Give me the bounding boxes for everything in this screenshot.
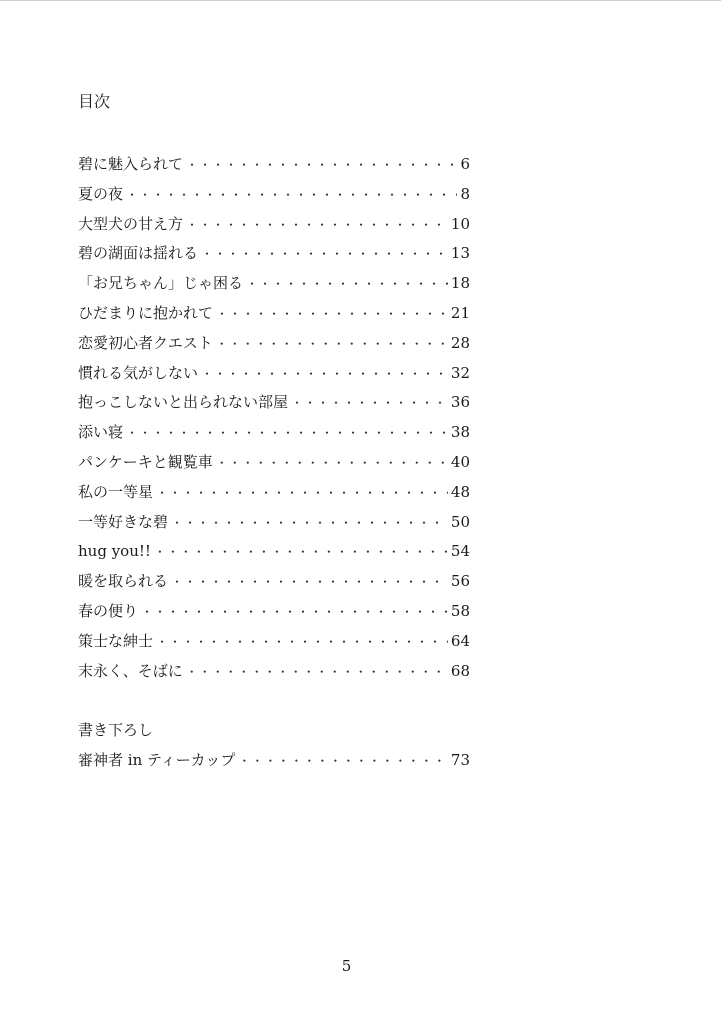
toc-entry[interactable]	[78, 746, 470, 776]
toc-leader-dots	[156, 479, 448, 509]
toc-entry-page: 50	[450, 512, 470, 531]
toc-leader-dots	[201, 240, 448, 270]
toc-entry-page: 64	[450, 631, 470, 650]
toc-entry-page: 36	[450, 393, 470, 412]
toc-entry[interactable]	[78, 180, 470, 210]
toc-leader-dots	[126, 181, 457, 211]
toc-entry[interactable]	[78, 299, 470, 329]
toc-entry-page: 28	[450, 333, 470, 352]
toc-entry[interactable]	[78, 388, 470, 418]
toc-leader-dots	[186, 211, 448, 241]
toc-leader-dots	[246, 270, 448, 300]
toc-leader-dots	[291, 389, 448, 419]
toc-entry-title: 私の一等星	[78, 482, 154, 501]
toc-entry-page: 8	[460, 184, 470, 203]
toc-entry-title: パンケーキと観覧車	[78, 452, 213, 471]
toc-leader-dots	[216, 330, 448, 360]
toc-entry-title: 碧に魅入られて	[78, 155, 184, 173]
toc-entry-title: hug you!!	[78, 542, 151, 561]
extra-section-title: 書き下ろし	[78, 721, 154, 739]
toc-entry-page: 68	[450, 661, 470, 680]
toc-entry-title: ひだまりに抱かれて	[78, 303, 214, 322]
toc-entry-page: 56	[450, 572, 470, 591]
toc-leader-dots	[141, 598, 448, 628]
toc-entry-page: 58	[450, 601, 470, 620]
toc-entry-title: 審神者 in ティーカップ	[78, 751, 236, 769]
toc-leader-dots	[186, 151, 457, 181]
toc-entry-page: 13	[450, 244, 470, 263]
toc-entry[interactable]	[78, 478, 470, 508]
toc-leader-dots	[238, 747, 448, 777]
toc-entry-page: 40	[450, 452, 470, 471]
toc-entry[interactable]	[78, 359, 470, 389]
toc-entry[interactable]	[78, 537, 470, 567]
toc-entry-title: 大型犬の甘え方	[78, 214, 184, 233]
toc-entry[interactable]	[78, 597, 470, 627]
toc-entry-page: 73	[450, 751, 470, 769]
toc-entry-page: 32	[450, 363, 470, 382]
toc-entry-page: 38	[450, 423, 470, 442]
toc-leader-dots	[171, 568, 448, 598]
toc-entry[interactable]	[78, 210, 470, 240]
toc-entry-title: 「お兄ちゃん」じゃ困る	[78, 274, 244, 293]
toc-entry[interactable]	[78, 150, 470, 180]
toc-entry-page: 48	[450, 482, 470, 501]
toc-leader-dots	[156, 628, 448, 658]
toc-entry[interactable]	[78, 508, 470, 538]
toc-list	[78, 150, 470, 686]
toc-entry-page: 18	[450, 274, 470, 293]
toc-entry[interactable]	[78, 448, 470, 478]
toc-heading: 目次	[78, 92, 111, 111]
toc-entry[interactable]	[78, 239, 470, 269]
toc-entry[interactable]	[78, 657, 470, 687]
toc-leader-dots	[201, 360, 448, 390]
toc-entry-title: 策士な紳士	[78, 631, 154, 650]
toc-entry-title: 暖を取られる	[78, 572, 169, 591]
toc-entry-title: 春の便り	[78, 601, 139, 620]
toc-leader-dots	[154, 538, 448, 568]
toc-leader-dots	[216, 449, 448, 479]
toc-entry[interactable]	[78, 269, 470, 299]
toc-leader-dots	[171, 509, 448, 539]
toc-entry-title: 慣れる気がしない	[78, 363, 199, 382]
extra-section-list	[78, 746, 470, 776]
toc-entry[interactable]	[78, 567, 470, 597]
toc-leader-dots	[216, 300, 448, 330]
toc-entry-page: 10	[450, 214, 470, 233]
toc-entry-page: 21	[450, 303, 470, 322]
toc-entry-title: 末永く、そばに	[78, 661, 183, 680]
toc-entry-page: 6	[460, 155, 470, 173]
page-number: 5	[341, 957, 352, 975]
toc-entry[interactable]	[78, 418, 470, 448]
toc-entry-title: 恋愛初心者クエスト	[78, 333, 213, 352]
toc-entry[interactable]	[78, 627, 470, 657]
toc-entry-title: 一等好きな碧	[78, 512, 169, 531]
toc-entry-title: 抱っこしないと出られない部屋	[78, 393, 289, 412]
toc-leader-dots	[126, 419, 448, 449]
page-top-border	[0, 0, 721, 1]
toc-entry-title: 碧の湖面は揺れる	[78, 244, 199, 263]
toc-entry-title: 夏の夜	[78, 184, 124, 203]
toc-leader-dots	[186, 658, 448, 688]
toc-entry[interactable]	[78, 329, 470, 359]
toc-entry-page: 54	[450, 542, 470, 561]
toc-entry-title: 添い寝	[78, 423, 124, 442]
